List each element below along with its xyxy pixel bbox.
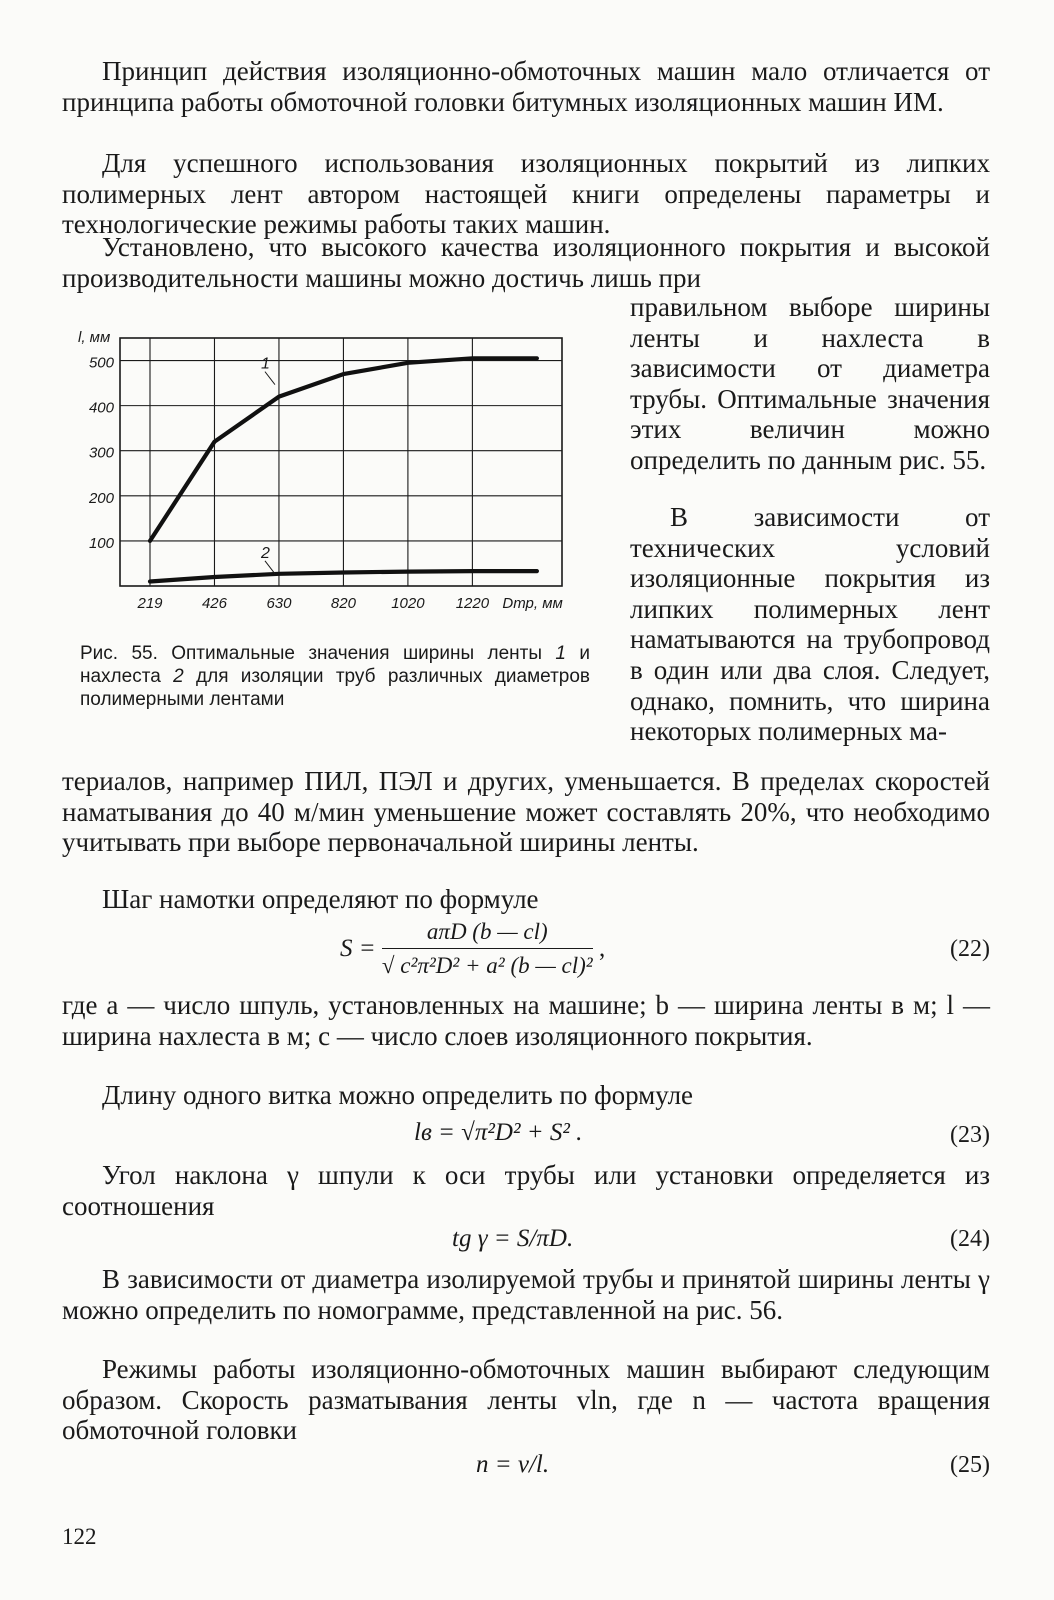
series-label-1: 1	[260, 355, 270, 373]
formula-25: n = v/l.	[476, 1451, 550, 1478]
formula-22-numerator: aπD (b — cl)	[382, 918, 593, 949]
x-tick-label: 630	[266, 595, 292, 612]
x-tick-label: 426	[201, 595, 227, 612]
equation-number-23: (23)	[950, 1122, 990, 1148]
caption-suffix: для изоляции труб различных диаметров полимерными лентами	[80, 666, 591, 710]
figure-55	[62, 320, 602, 630]
paragraph-3a: Установлено, что высокого качества изоляционного покрытия и высокой производительности машины можно достичь лишь при	[62, 232, 990, 293]
paragraph-4b: териалов, например ПИЛ, ПЭЛ и других, уменьшается. В пределах скоростей наматывания до 40 м/мин уменьшение может составлять 20%, что необходимо учитывать при выборе первоначальной ширины ленты.	[62, 766, 990, 858]
x-tick-label: 1020	[391, 595, 425, 612]
x-tick-label: 219	[137, 595, 163, 612]
equation-number-25: (25)	[950, 1452, 990, 1478]
formula-22-denominator: √ c²π²D² + a² (b — cl)²	[381, 953, 593, 978]
series-label-2: 2	[260, 544, 270, 562]
y-tick-label: 200	[88, 489, 114, 507]
formula-22-tail: ,	[598, 935, 606, 962]
x-axis-label: Dтр, мм	[502, 595, 563, 612]
equation-number-22: (22)	[950, 936, 990, 962]
x-tick-label: 1220	[455, 595, 490, 612]
formula-22-lhs: S =	[340, 935, 376, 962]
formula-23: lв = √π²D² + S² .	[414, 1119, 583, 1146]
paragraph-7: Длину одного витка можно определить по формуле	[102, 1080, 694, 1110]
formula-24: tg γ = S/πD.	[452, 1225, 574, 1252]
x-tick-label: 820	[330, 595, 356, 612]
chart-svg	[62, 320, 602, 630]
paragraph-10: Режимы работы изоляционно-обмоточных машин выбирают следующим образом. Скорость разматывания ленты vln, где n — частота вращения обмоточной головки	[62, 1354, 990, 1446]
y-tick-label: 500	[88, 354, 114, 372]
paragraph-6: где a — число шпуль, установленных на машине; b — ширина ленты в м; l — ширина нахлеста в м; c — число слоев изоляционного покрытия.	[62, 990, 990, 1051]
figure-caption	[80, 642, 590, 711]
paragraph-4a: В зависимости от технических условий изоляционные покрытия из липких полимерных лент наматываются на трубопровод в один или два слоя. Следует, однако, помнить, что ширина некоторых полимерных ма-	[630, 502, 990, 747]
formula-22	[340, 918, 605, 980]
formula-22-fraction	[382, 918, 593, 980]
series-label-leader-2	[265, 561, 275, 574]
paragraph-8: Угол наклона γ шпули к оси трубы или установки определяется из соотношения	[62, 1160, 990, 1221]
paragraph-9: В зависимости от диаметра изолируемой трубы и принятой ширины ленты γ можно определить по номограмме, представленной на рис. 56.	[62, 1264, 990, 1325]
y-tick-label: 100	[88, 534, 114, 552]
paragraph-2: Для успешного использования изоляционных покрытий из липких полимерных лент автором настоящей книги определены параметры и технологические режимы работы таких машин.	[62, 148, 990, 240]
caption-curve-1: 1	[555, 643, 566, 664]
caption-mid: и нахлеста	[80, 643, 590, 687]
equation-number-24: (24)	[950, 1226, 990, 1252]
paragraph-3b: правильном выборе ширины ленты и нахлеста в зависимости от диаметра трубы. Оптимальные значения этих величин можно определить по данным рис. 55.	[630, 292, 990, 475]
y-axis-label: l, мм	[78, 329, 111, 346]
paragraph-5: Шаг намотки определяют по формуле	[102, 884, 539, 914]
series-label-leader-1	[265, 372, 275, 385]
caption-curve-2: 2	[173, 666, 184, 687]
caption-prefix: Рис. 55. Оптимальные значения ширины ленты	[80, 643, 543, 664]
y-tick-label: 400	[88, 399, 114, 417]
page-number: 122	[62, 1524, 97, 1549]
paragraph-1: Принцип действия изоляционно-обмоточных машин мало отличается от принципа работы обмоточной головки битумных изоляционных машин ИМ.	[62, 56, 990, 117]
y-tick-label: 300	[88, 444, 114, 462]
